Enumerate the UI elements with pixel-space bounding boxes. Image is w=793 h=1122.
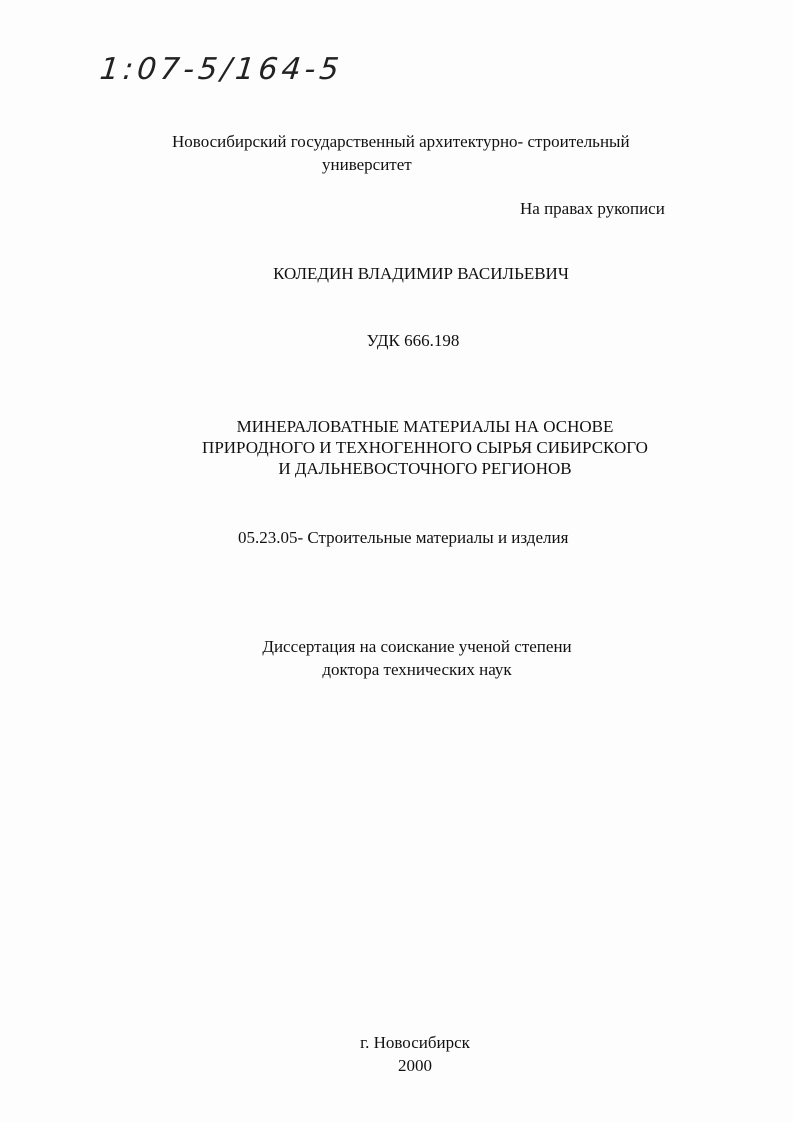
udk-code: УДК 666.198 (366, 331, 460, 350)
year: 2000 (398, 1056, 432, 1075)
author-name: КОЛЕДИН ВЛАДИМИР ВАСИЛЬЕВИЧ (273, 264, 569, 283)
title-line-1: МИНЕРАЛОВАТНЫЕ МАТЕРИАЛЫ НА ОСНОВЕ (236, 417, 614, 436)
handwritten-archive-number: 1:07-5/164-5 (98, 52, 345, 87)
degree-line-2: доктора технических наук (322, 660, 512, 679)
degree-line-1: Диссертация на соискание ученой степени (262, 637, 572, 656)
specialty-code: 05.23.05- Строительные материалы и изделия (238, 528, 569, 547)
university-name-line-1: Новосибирский государственный архитектурно- строительный (172, 132, 630, 151)
city: г. Новосибирск (360, 1033, 470, 1052)
title-line-2: ПРИРОДНОГО И ТЕХНОГЕННОГО СЫРЬЯ СИБИРСКОГО (202, 438, 648, 457)
title-line-3: И ДАЛЬНЕВОСТОЧНОГО РЕГИОНОВ (278, 459, 572, 478)
dissertation-title (0, 416, 793, 479)
university-name-line-2: университет (322, 155, 412, 174)
rights-note: На правах рукописи (520, 199, 665, 218)
